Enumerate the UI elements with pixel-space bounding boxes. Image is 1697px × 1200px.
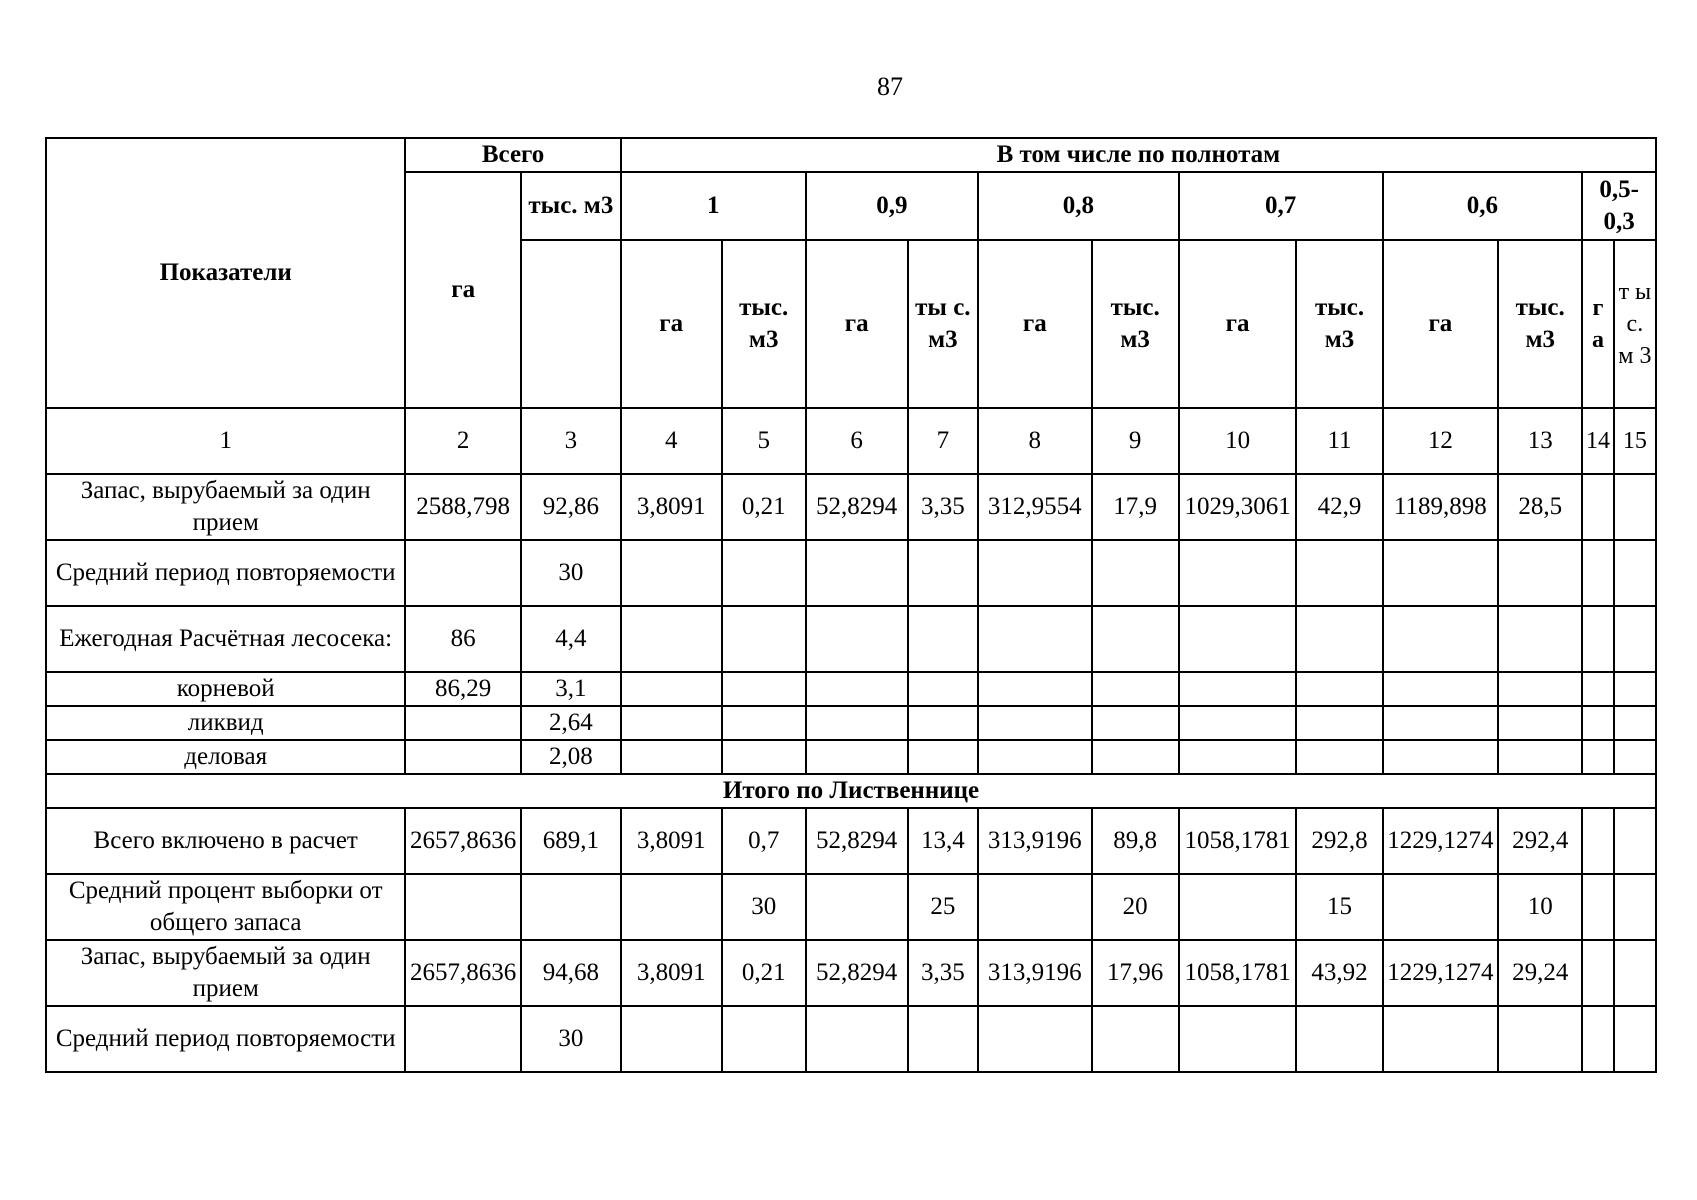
header-indicators: Показатели — [46, 138, 405, 408]
table-cell — [621, 874, 722, 940]
table-cell — [806, 672, 908, 706]
table-cell: 29,24 — [1498, 940, 1582, 1006]
table-cell: 1058,1781 — [1179, 808, 1297, 874]
table-cell — [806, 874, 908, 940]
table-cell — [806, 740, 908, 774]
table-cell — [1498, 606, 1582, 672]
table-cell — [1383, 706, 1499, 740]
table-cell — [806, 606, 908, 672]
table-cell: 3,1 — [521, 672, 621, 706]
column-number: 9 — [1092, 408, 1179, 474]
table-row — [46, 606, 1656, 672]
table-cell — [405, 1006, 521, 1072]
table-cell — [1498, 740, 1582, 774]
table-cell — [621, 672, 722, 706]
forest-stock-table — [45, 137, 1657, 1073]
table-cell — [1614, 706, 1656, 740]
column-number: 2 — [405, 408, 521, 474]
table-cell — [1582, 740, 1614, 774]
table-cell: 43,92 — [1296, 940, 1382, 1006]
table-cell: 10 — [1498, 874, 1582, 940]
row-label: Средний период повторяемости — [46, 540, 405, 606]
table-cell: 2588,798 — [405, 474, 521, 540]
header-unit-m3: тыс. м3 — [1092, 240, 1179, 408]
table-cell — [722, 706, 806, 740]
section-title: Итого по Лиственнице — [46, 774, 1656, 808]
column-number: 14 — [1582, 408, 1614, 474]
table-cell — [806, 540, 908, 606]
table-cell — [1179, 706, 1297, 740]
table-cell: 52,8294 — [806, 474, 908, 540]
table-row — [46, 740, 1656, 774]
header-polnota-0-8: 0,8 — [978, 172, 1179, 240]
table-cell: 30 — [722, 874, 806, 940]
table-cell: 86 — [405, 606, 521, 672]
table-cell — [1296, 740, 1382, 774]
table-cell — [1614, 606, 1656, 672]
table-cell — [1582, 540, 1614, 606]
table-cell: 2657,8636 — [405, 940, 521, 1006]
table-cell: 3,8091 — [621, 474, 722, 540]
table-cell: 86,29 — [405, 672, 521, 706]
table-cell — [1383, 606, 1499, 672]
table-cell: 0,21 — [722, 474, 806, 540]
table-cell — [1614, 474, 1656, 540]
table-cell: 1229,1274 — [1383, 808, 1499, 874]
table-cell — [978, 540, 1091, 606]
table-cell — [1582, 940, 1614, 1006]
table-cell — [621, 706, 722, 740]
table-cell — [1582, 606, 1614, 672]
table-cell — [722, 606, 806, 672]
table-cell: 3,8091 — [621, 808, 722, 874]
table-cell — [1179, 672, 1297, 706]
table-cell: 313,9196 — [978, 808, 1091, 874]
table-cell — [908, 540, 978, 606]
header-unit-ha: г а — [1582, 240, 1614, 408]
table-cell — [1092, 672, 1179, 706]
table-cell: 0,21 — [722, 940, 806, 1006]
column-number: 13 — [1498, 408, 1582, 474]
table-cell: 312,9554 — [978, 474, 1091, 540]
header-total-m3-blank — [521, 240, 621, 408]
table-cell — [1582, 672, 1614, 706]
table-row — [46, 808, 1656, 874]
table-row — [46, 540, 1656, 606]
table-cell — [978, 672, 1091, 706]
header-including-polnoty: В том числе по полнотам — [621, 138, 1656, 172]
header-unit-ha: га — [978, 240, 1091, 408]
row-label: Средний процент выборки от общего запаса — [46, 874, 405, 940]
column-number: 1 — [46, 408, 405, 474]
table-row — [46, 672, 1656, 706]
column-number: 6 — [806, 408, 908, 474]
table-cell — [1614, 672, 1656, 706]
table-cell — [1383, 672, 1499, 706]
table-cell — [1296, 540, 1382, 606]
table-cell: 2,64 — [521, 706, 621, 740]
column-number: 11 — [1296, 408, 1382, 474]
table-cell: 17,9 — [1092, 474, 1179, 540]
table-cell — [1092, 540, 1179, 606]
table-cell: 17,96 — [1092, 940, 1179, 1006]
table-cell — [1614, 540, 1656, 606]
table-cell — [621, 740, 722, 774]
header-total: Всего — [405, 138, 620, 172]
table-cell — [405, 874, 521, 940]
table-cell — [1383, 1006, 1499, 1072]
table-cell — [1179, 740, 1297, 774]
table-cell — [1383, 740, 1499, 774]
table-cell — [908, 740, 978, 774]
table-cell — [521, 874, 621, 940]
table-cell — [1179, 540, 1297, 606]
column-number: 10 — [1179, 408, 1297, 474]
column-number: 5 — [722, 408, 806, 474]
table-cell: 0,7 — [722, 808, 806, 874]
row-label: Запас, вырубаемый за один прием — [46, 940, 405, 1006]
table-cell: 30 — [521, 540, 621, 606]
table-cell — [1383, 540, 1499, 606]
table-cell — [1582, 874, 1614, 940]
table-cell — [621, 606, 722, 672]
row-label: корневой — [46, 672, 405, 706]
header-unit-ha: га — [806, 240, 908, 408]
table-cell — [1614, 740, 1656, 774]
table-cell: 52,8294 — [806, 808, 908, 874]
row-label: Всего включено в расчет — [46, 808, 405, 874]
table-cell — [1179, 1006, 1297, 1072]
table-cell: 94,68 — [521, 940, 621, 1006]
table-cell: 292,4 — [1498, 808, 1582, 874]
table-cell: 28,5 — [1498, 474, 1582, 540]
header-polnota-0-7: 0,7 — [1179, 172, 1383, 240]
table-cell: 689,1 — [521, 808, 621, 874]
table-row — [46, 706, 1656, 740]
header-unit-m3: ты с. м3 — [908, 240, 978, 408]
header-unit-m3: тыс. м3 — [1498, 240, 1582, 408]
table-cell — [806, 1006, 908, 1072]
table-cell — [1614, 808, 1656, 874]
header-polnota-0-6: 0,6 — [1383, 172, 1583, 240]
header-unit-ha: га — [1383, 240, 1499, 408]
table-cell — [1296, 1006, 1382, 1072]
table-cell — [722, 740, 806, 774]
table-cell — [1498, 706, 1582, 740]
row-label: Ежегодная Расчётная лесосека: — [46, 606, 405, 672]
table-cell: 313,9196 — [978, 940, 1091, 1006]
table-cell — [1092, 706, 1179, 740]
table-cell — [1092, 606, 1179, 672]
column-number: 12 — [1383, 408, 1499, 474]
table-cell: 1229,1274 — [1383, 940, 1499, 1006]
table-cell: 2657,8636 — [405, 808, 521, 874]
table-cell — [908, 1006, 978, 1072]
table-cell — [1498, 1006, 1582, 1072]
table-cell — [1498, 540, 1582, 606]
table-cell — [1092, 1006, 1179, 1072]
table-cell: 13,4 — [908, 808, 978, 874]
table-cell — [908, 606, 978, 672]
table-cell — [405, 740, 521, 774]
table-cell: 4,4 — [521, 606, 621, 672]
table-cell — [1582, 1006, 1614, 1072]
header-polnota-0-5-0-3: 0,5-0,3 — [1582, 172, 1656, 240]
header-unit-ha: га — [1179, 240, 1297, 408]
table-cell: 1029,3061 — [1179, 474, 1297, 540]
table-cell: 20 — [1092, 874, 1179, 940]
table-cell: 3,35 — [908, 474, 978, 540]
table-cell — [722, 672, 806, 706]
column-number: 7 — [908, 408, 978, 474]
column-number: 3 — [521, 408, 621, 474]
column-number: 8 — [978, 408, 1091, 474]
table-cell — [1179, 606, 1297, 672]
table-cell — [1582, 706, 1614, 740]
table-cell: 52,8294 — [806, 940, 908, 1006]
row-label: ликвид — [46, 706, 405, 740]
table-cell — [722, 1006, 806, 1072]
table-cell — [1614, 940, 1656, 1006]
table-cell — [405, 706, 521, 740]
header-polnota-1: 1 — [621, 172, 806, 240]
table-cell — [978, 874, 1091, 940]
table-cell — [1614, 874, 1656, 940]
table-cell — [722, 540, 806, 606]
table-cell — [978, 1006, 1091, 1072]
header-unit-m3: т ы с. м 3 — [1614, 240, 1656, 408]
table-row — [46, 940, 1656, 1006]
table-cell: 92,86 — [521, 474, 621, 540]
table-cell — [1296, 606, 1382, 672]
column-number: 15 — [1614, 408, 1656, 474]
table-cell — [1498, 672, 1582, 706]
row-label: деловая — [46, 740, 405, 774]
table-cell — [1296, 672, 1382, 706]
header-unit-ha: га — [621, 240, 722, 408]
table-cell — [1296, 706, 1382, 740]
table-cell — [1614, 1006, 1656, 1072]
table-cell — [1582, 808, 1614, 874]
table-cell — [621, 1006, 722, 1072]
table-cell — [1092, 740, 1179, 774]
table-cell: 25 — [908, 874, 978, 940]
header-unit-m3: тыс. м3 — [1296, 240, 1382, 408]
row-label: Средний период повторяемости — [46, 1006, 405, 1072]
header-total-ha: га — [405, 172, 521, 408]
table-cell — [1582, 474, 1614, 540]
page-number: 87 — [877, 72, 903, 101]
table-cell — [978, 706, 1091, 740]
table-cell: 1189,898 — [1383, 474, 1499, 540]
table-cell: 2,08 — [521, 740, 621, 774]
table-cell: 3,8091 — [621, 940, 722, 1006]
table-row — [46, 474, 1656, 540]
table-row — [46, 1006, 1656, 1072]
header-unit-m3: тыс. м3 — [722, 240, 806, 408]
table-cell — [978, 740, 1091, 774]
table-cell: 1058,1781 — [1179, 940, 1297, 1006]
table-cell — [1383, 874, 1499, 940]
table-cell: 15 — [1296, 874, 1382, 940]
table-row — [46, 874, 1656, 940]
table-cell — [1179, 874, 1297, 940]
table-cell: 42,9 — [1296, 474, 1382, 540]
table-cell: 3,35 — [908, 940, 978, 1006]
table-cell — [806, 706, 908, 740]
column-number: 4 — [621, 408, 722, 474]
table-cell — [978, 606, 1091, 672]
header-total-m3: тыс. м3 — [521, 172, 621, 240]
table-cell: 30 — [521, 1006, 621, 1072]
table-cell: 89,8 — [1092, 808, 1179, 874]
table-cell: 292,8 — [1296, 808, 1382, 874]
table-cell — [908, 672, 978, 706]
table-cell — [405, 540, 521, 606]
table-cell — [621, 540, 722, 606]
row-label: Запас, вырубаемый за один прием — [46, 474, 405, 540]
header-polnota-0-9: 0,9 — [806, 172, 978, 240]
table-cell — [908, 706, 978, 740]
